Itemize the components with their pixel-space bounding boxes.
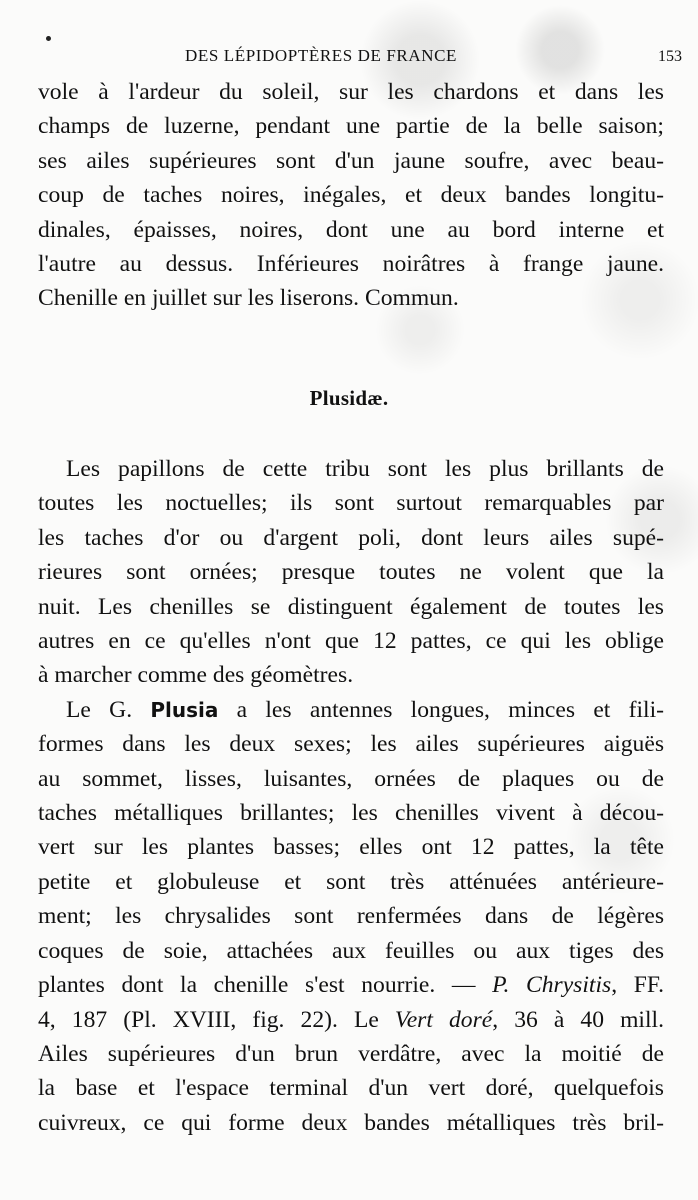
text-line: les taches d'or ou d'argent poli, dont leurs ailes supé- [38,524,664,551]
text-line: à marcher comme des géomètres. [38,662,354,689]
text-segment: Le G. [66,696,151,723]
text-line: petite et globuleuse et sont très atténuées antérieure- [38,868,664,895]
text-line: vole à l'ardeur du soleil, sur les chardons et dans les [38,79,664,105]
text-segment: 4, 187 (Pl. XVIII, fig. 22). Le [38,1006,395,1033]
text-line: rieures sont ornées; presque toutes ne volent que la [38,559,664,586]
paragraph-continued [38,75,664,316]
text-line: formes dans les deux sexes; les ailes supérieures aiguës [38,731,664,758]
text-line [38,1003,664,1037]
text-line: taches métalliques brillantes; les chenilles vivent à décou- [38,800,664,827]
section-heading: Plusidæ. [309,386,389,410]
text-segment: a les antennes longues, minces et fili- [218,696,664,723]
text-line: coup de taches noires, inégales, et deux bandes longitu- [38,182,664,209]
text-segment: plantes dont la chenille s'est nourrie. — [38,972,493,999]
text-line: vert sur les plantes basses; elles ont 12 pattes, la tête [38,834,664,861]
text-line: toutes les noctuelles; ils sont surtout remarquables par [38,490,664,517]
page-number: 153 [658,48,682,65]
ink-dot [46,36,51,41]
text-line: dinales, épaisses, noires, dont une au bord interne et [38,216,664,243]
text-segment: , FF. [611,972,664,999]
text-line: ment; les chrysalides sont renfermées dans de légères [38,903,664,930]
text-line: la base et l'espace terminal d'un vert doré, quelquefois [38,1075,664,1102]
text-line: Chenille en juillet sur les liserons. Commun. [38,285,459,312]
running-title: DES LÉPIDOPTÈRES DE FRANCE [185,46,458,65]
text-line: Les papillons de cette tribu sont les plus brillants de [66,456,664,482]
genus-name: Plusia [150,697,219,722]
text-line [38,968,664,1002]
text-line: ses ailes supérieures sont d'un jaune soufre, avec beau- [38,147,664,174]
text-line: coques de soie, attachées aux feuilles ou aux tiges des [38,937,664,964]
running-header [0,42,698,72]
text-line: Ailes supérieures d'un brun verdâtre, avec la moitié de [38,1040,664,1067]
species-name: P. Chrysitis [492,972,612,999]
text-line: cuivreux, ce qui forme deux bandes métalliques très bril- [38,1109,664,1136]
text-line: autres en ce qu'elles n'ont que 12 pattes, ce qui les oblige [38,628,664,655]
text-line: au sommet, lisses, luisantes, ornées de plaques ou de [38,765,664,792]
body-text [38,452,664,1140]
text-line [38,693,664,727]
common-name: Vert doré [394,1006,493,1033]
text-line: nuit. Les chenilles se distinguent également de toutes les [38,593,664,620]
text-line: champs de luzerne, pendant une partie de la belle saison; [38,113,664,140]
text-segment: , 36 à 40 mill. [492,1006,664,1033]
text-line: l'autre au dessus. Inférieures noirâtres à frange jaune. [38,251,664,278]
